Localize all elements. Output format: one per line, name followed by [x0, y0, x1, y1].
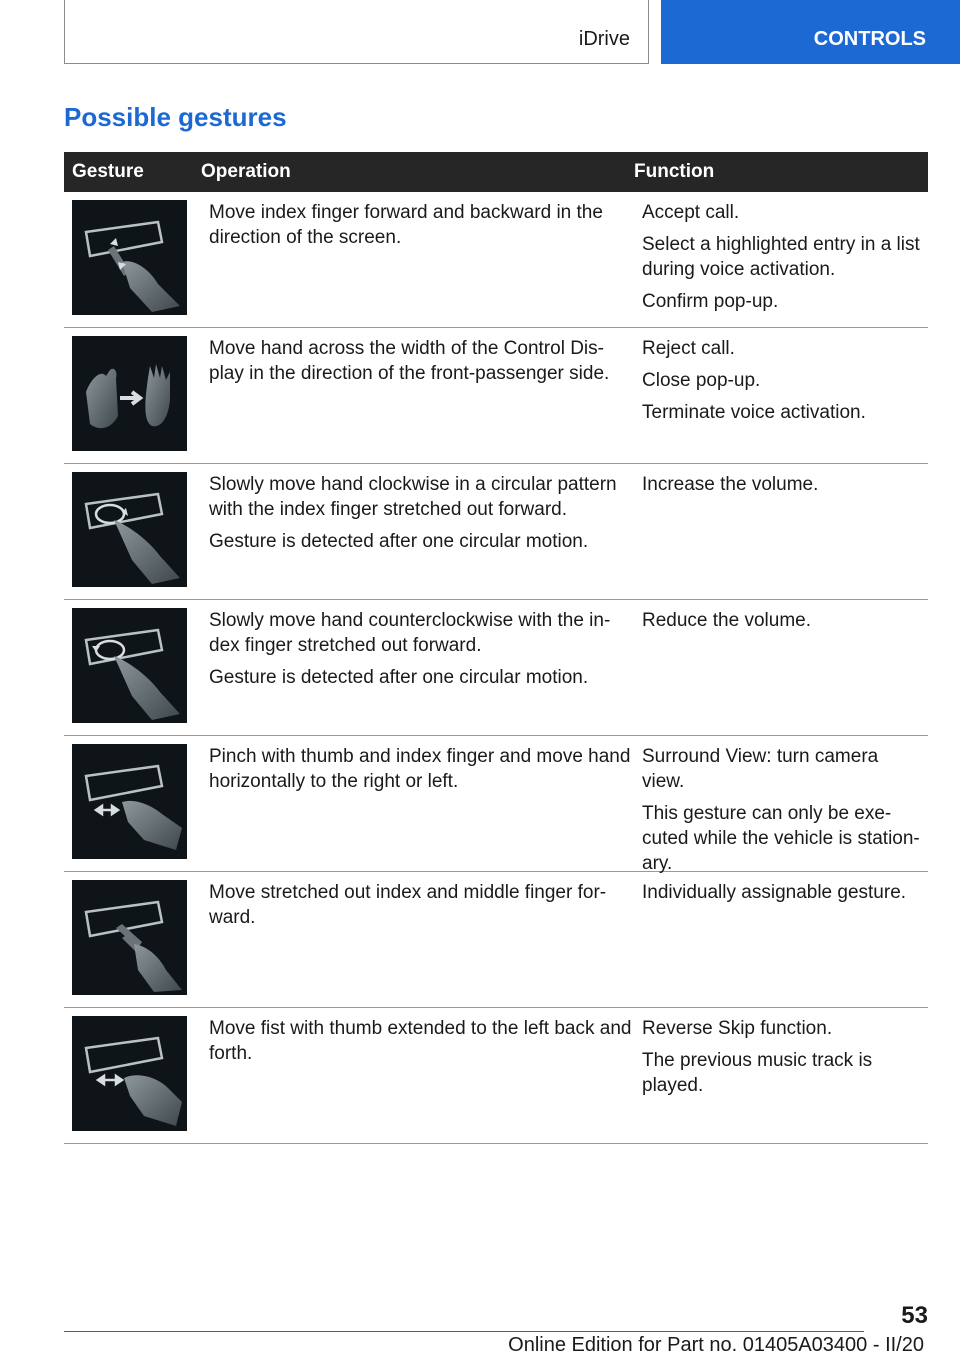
operation-text: Gesture is detected after one circular motion.	[209, 531, 589, 552]
two-finger-point-icon	[72, 880, 187, 995]
gesture-cell	[64, 192, 201, 327]
gesture-cell	[64, 464, 201, 599]
operation-text: Slowly move hand clockwise in a circular pattern with the index finger stretched out forward.	[209, 474, 617, 520]
function-text: Close pop-up.	[642, 370, 761, 391]
function-text: The previous music track is played.	[642, 1050, 873, 1096]
function-cell	[634, 1008, 928, 1143]
operation-text: Pinch with thumb and index finger and move hand horizontally to the right or left.	[209, 746, 631, 792]
table-row	[64, 600, 928, 736]
function-text: Surround View: turn camera view.	[642, 746, 879, 792]
function-cell	[634, 464, 928, 599]
circle-counterclockwise-icon	[72, 608, 187, 723]
hand-swipe-icon	[72, 336, 187, 451]
operation-cell	[201, 328, 634, 463]
table-row	[64, 872, 928, 1008]
table-header	[64, 152, 928, 192]
column-header-gesture: Gesture	[72, 161, 144, 182]
operation-text: Move fist with thumb extended to the left back and forth.	[209, 1018, 632, 1064]
operation-text: Gesture is detected after one circular motion.	[209, 667, 589, 688]
function-text: This gesture can only be exe-cuted while the vehicle is station-ary.	[642, 803, 920, 874]
operation-text: Move index finger forward and backward in the direction of the screen.	[209, 202, 603, 248]
gesture-cell	[64, 736, 201, 871]
operation-cell	[201, 872, 634, 1007]
circle-clockwise-icon	[72, 472, 187, 587]
page-title: Possible gestures	[64, 102, 287, 132]
function-cell	[634, 736, 928, 874]
table-row	[64, 464, 928, 600]
function-text: Confirm pop-up.	[642, 291, 779, 312]
operation-cell	[201, 600, 634, 735]
table-row	[64, 1008, 928, 1144]
gestures-table	[64, 152, 928, 1144]
table-row	[64, 736, 928, 872]
table-body	[64, 192, 928, 1144]
operation-cell	[201, 736, 634, 871]
function-text: Select a highlighted entry in a list during voice activation.	[642, 234, 920, 280]
column-header-function: Function	[634, 161, 715, 182]
section-label: iDrive	[578, 28, 630, 50]
page-number: 53	[901, 1302, 928, 1329]
function-cell	[634, 192, 928, 327]
function-text: Accept call.	[642, 202, 740, 223]
gesture-cell	[64, 600, 201, 735]
function-text: Increase the volume.	[642, 474, 819, 495]
operation-cell	[201, 464, 634, 599]
header-section-box	[64, 0, 649, 64]
operation-cell	[201, 192, 634, 327]
function-text: Reject call.	[642, 338, 735, 359]
footer-rule	[64, 1331, 864, 1332]
chapter-tab: CONTROLS	[661, 0, 960, 64]
table-row	[64, 192, 928, 328]
gesture-cell	[64, 328, 201, 463]
operation-text: Move stretched out index and middle finger for-ward.	[209, 882, 607, 928]
table-row	[64, 328, 928, 464]
index-finger-forward-backward-icon	[72, 200, 187, 315]
function-cell	[634, 872, 928, 1007]
gesture-cell	[64, 1008, 201, 1143]
footer-edition: Online Edition for Part no. 01405A03400 - II/20	[508, 1334, 924, 1356]
operation-text: Slowly move hand counterclockwise with the in-dex finger stretched out forward.	[209, 610, 611, 656]
function-text: Reduce the volume.	[642, 610, 811, 631]
fist-thumb-icon	[72, 1016, 187, 1131]
function-text: Individually assignable gesture.	[642, 882, 907, 903]
function-cell	[634, 328, 928, 463]
pinch-move-icon	[72, 744, 187, 859]
operation-cell	[201, 1008, 634, 1143]
operation-text: Move hand across the width of the Control Dis-play in the direction of the front-passenger side.	[209, 338, 610, 384]
function-text: Terminate voice activation.	[642, 402, 866, 423]
gesture-cell	[64, 872, 201, 1007]
function-text: Reverse Skip function.	[642, 1018, 833, 1039]
function-cell	[634, 600, 928, 735]
column-header-operation: Operation	[201, 161, 291, 182]
